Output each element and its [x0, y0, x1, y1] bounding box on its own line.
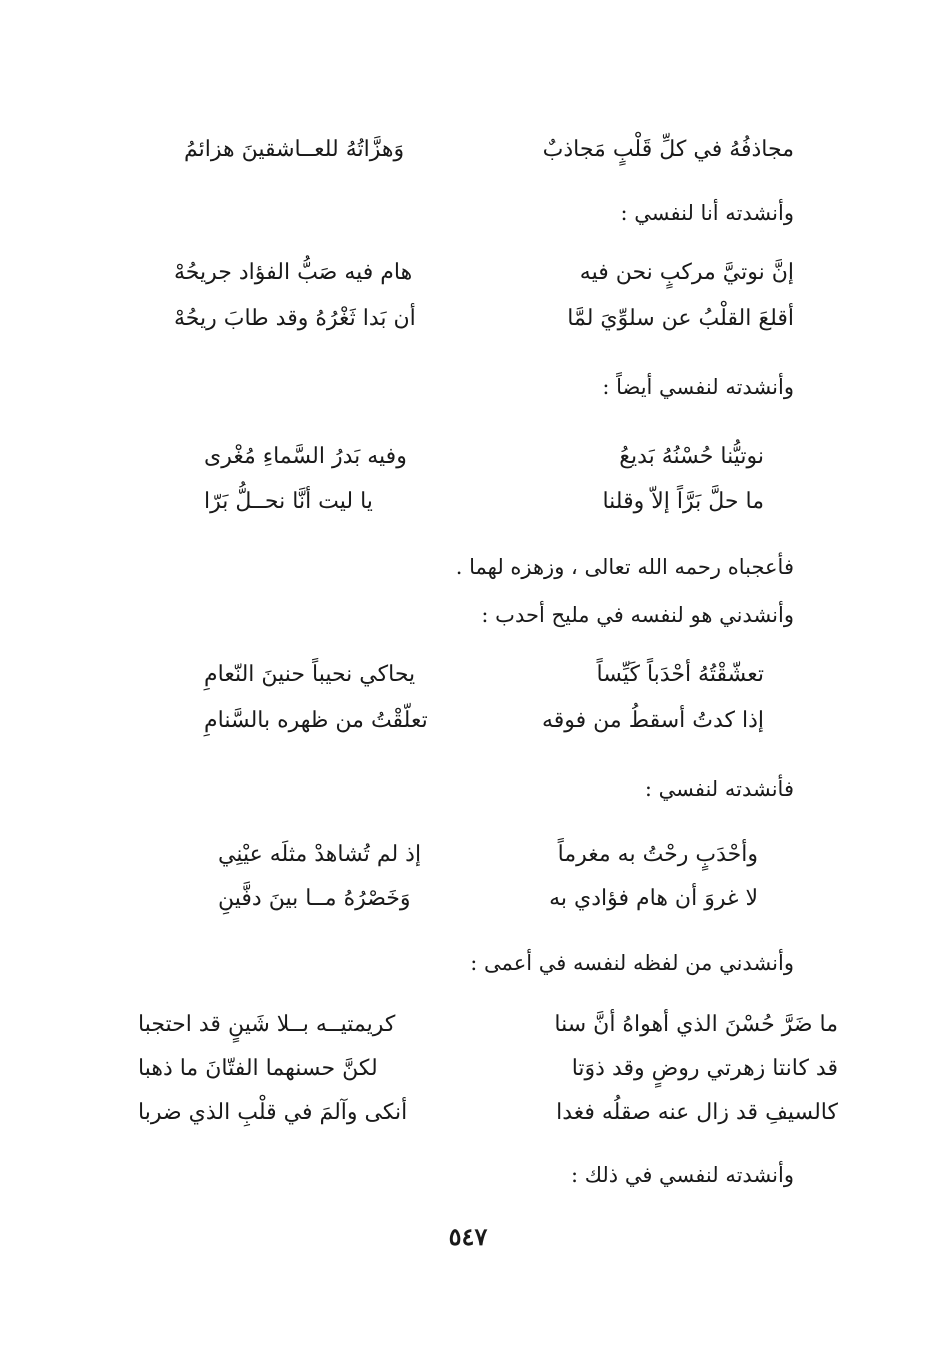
verse-hemistich: أقلعَ القلْبُ عن سلوِّيَ لمَّا: [567, 306, 794, 331]
intro-line: وأنشدته أنا لنفسي :: [620, 201, 794, 225]
verse-line: [174, 302, 794, 336]
verse-line: [184, 133, 794, 167]
intro-line: وأنشدني من لفظه لنفسه في أعمى :: [470, 951, 794, 975]
verse-hemistich: يا ليت أنَّا نحــلُّ بَرّا: [204, 489, 373, 514]
verse-hemistich: لا غروَ أن هام فؤادي به: [549, 886, 758, 911]
verse-hemistich: هام فيه صَبُّ الفؤاد جريحُهْ: [174, 260, 413, 285]
verse-hemistich: وَهزَّاتُهُ للعــاشقينَ هزائمُ: [184, 137, 405, 162]
verse-hemistich: أنكى وآلمَ في قلْبِ الذي ضربا: [138, 1100, 408, 1125]
verse-hemistich: إنَّ نوتيَّ مركبٍ نحن فيه: [579, 260, 794, 285]
verse-hemistich: لكنَّ حسنهما الفتّانَ ما ذهبا: [138, 1056, 378, 1081]
verse-line: [204, 485, 764, 519]
verse-hemistich: ما حلَّ بَرَّاً إلاّ وقلنا: [602, 489, 764, 514]
intro-line: وأنشدته لنفسي أيضاً :: [602, 375, 794, 399]
verse-hemistich: قد كانتا زهرتي روضٍ وقد ذوَتا: [571, 1056, 838, 1081]
verse-hemistich: وأحْدَبٍ رحْتُ به مغرماً: [557, 842, 758, 867]
verse-hemistich: أن بَدا ثَغْرُهُ وقد طابَ ريحُهْ: [174, 306, 416, 331]
verse-hemistich: إذ لم تُشاهدْ مثلَه عيْنِي: [218, 842, 422, 867]
verse-hemistich: تعشّقْتُهُ أحْدَباً كَيِّساً: [596, 662, 764, 687]
verse-line: [174, 256, 794, 290]
verse-hemistich: كريمتيــه بــلا شَينٍ قد احتجبا: [138, 1012, 396, 1037]
page-number: ٥٤٧: [448, 1222, 488, 1251]
verse-hemistich: تعلّقْتُ من ظهره بالسَّنامِ: [204, 708, 428, 733]
intro-line: وأنشدته لنفسي في ذلك :: [570, 1163, 794, 1187]
verse-line: [218, 882, 758, 916]
verse-line: [204, 704, 764, 738]
intro-line: فأنشدته لنفسي :: [644, 777, 794, 801]
intro-line: وأنشدني هو لنفسه في مليح أحدب :: [481, 603, 794, 627]
verse-hemistich: وفيه بَدرُ السَّماءِ مُغْرى: [204, 444, 407, 469]
note-line: فأعجباه رحمه الله تعالى ، وزهزه لهما .: [455, 555, 794, 579]
verse-hemistich: كالسيفِ قد زال عنه صقلُه فغدا: [556, 1100, 838, 1125]
verse-hemistich: مجاذفُهُ في كلِّ قَلْبٍ مَجاذبٌ: [542, 137, 794, 162]
verse-hemistich: ما ضَرَّ حُسْنَ الذي أهواهُ أنَّ سنا: [554, 1012, 838, 1037]
verse-hemistich: وَخَصْرُهُ مــا بينَ دفَّينِ: [218, 886, 411, 911]
verse-line: [138, 1008, 838, 1042]
verse-line: [204, 440, 764, 474]
verse-line: [138, 1052, 838, 1086]
verse-hemistich: إذا كدتُ أسقطُ من فوقه: [541, 708, 764, 733]
verse-hemistich: نوتيُّنا حُسْنُهُ بَديعُ: [619, 444, 764, 469]
verse-line: [138, 1096, 838, 1130]
verse-line: [218, 838, 758, 872]
verse-line: [204, 658, 764, 692]
verse-hemistich: يحاكي نحيباً حنينَ النّعامِ: [204, 662, 416, 687]
